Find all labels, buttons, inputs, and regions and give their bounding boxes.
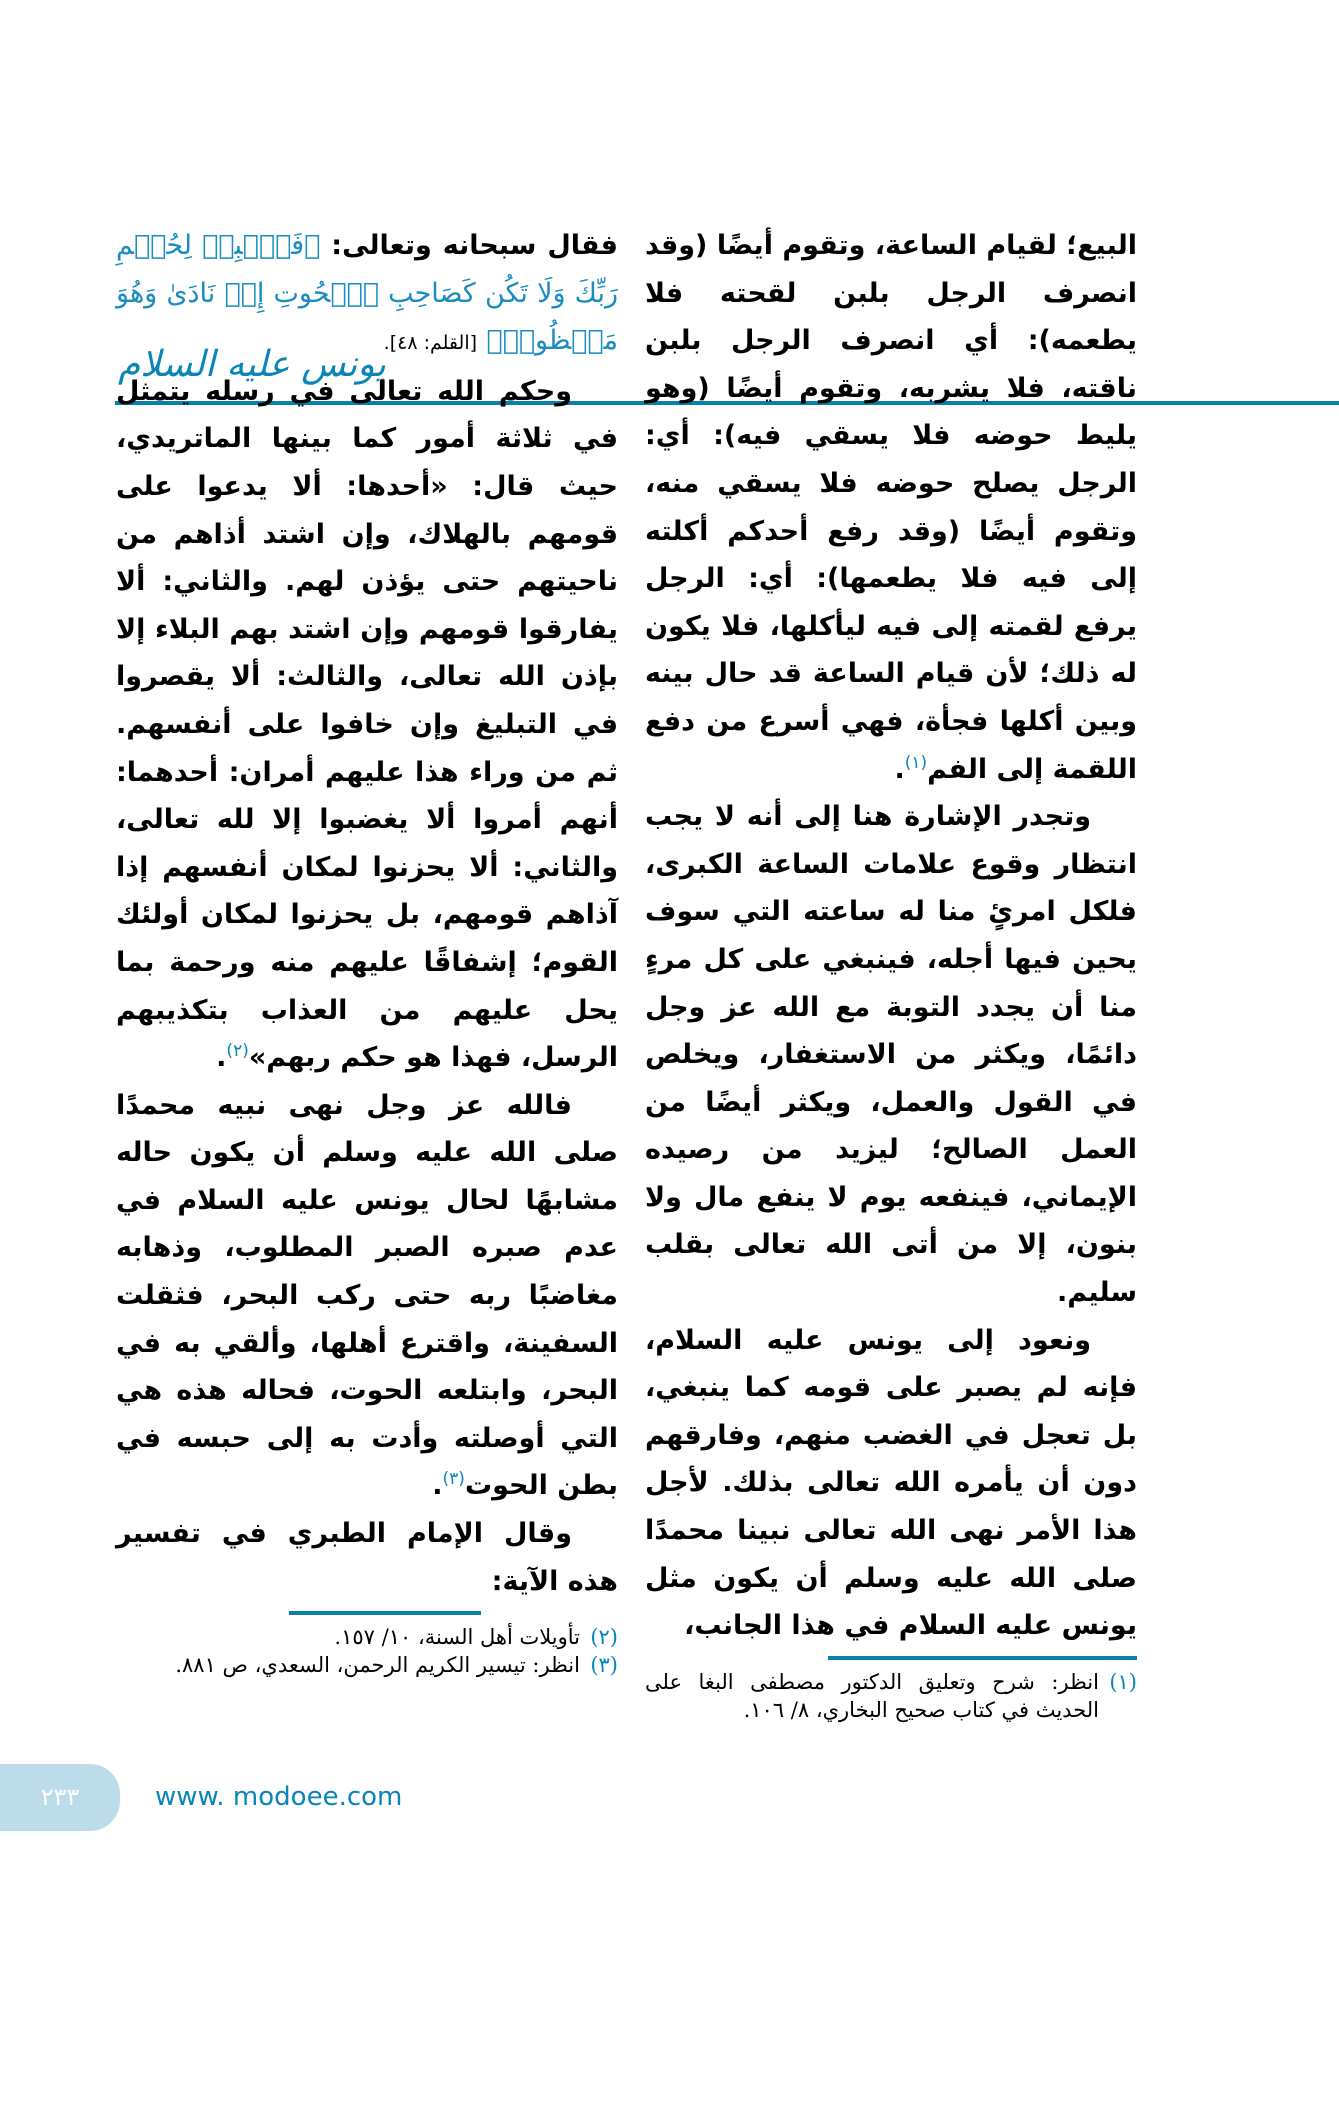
paragraph-text: وحكم الله تعالى في رسله يتمثل في ثلاثة أمور كما بينها الماتريدي، حيث قال: «أحدها: ألا يدعوا على قومهم بالهلاك، وإن اشتد أذاهم من ناحيتهم حتى يؤذن لهم. والثاني: ألا يفارقوا قومهم وإن اشتد بهم البلاء إلا بإذن الله تعالى، والثالث: ألا يقصروا في التبليغ وإن خافوا على أنفسهم. ثم من وراء هذا عليهم أمران: أحدهما: أنهم أمروا ألا يغضبوا إلا لله تعالى، والثاني: ألا يحزنوا لمكان أنفسهم إذا آذاهم قومهم، بل يحزنوا لمكان أولئك القوم؛ إشفاقًا عليهم منه ورحمة بما يحل عليهم من العذاب بتكذيبهم الرسل، فهذا هو حكم ربهم» [116, 375, 618, 1074]
footnote-number: (١) [1109, 1669, 1137, 1694]
paragraph [645, 222, 1137, 793]
footnote-text: انظر: تيسير الكريم الرحمن، السعدي، ص ٨٨١. [175, 1653, 580, 1678]
paragraph-text: ونعود إلى يونس عليه السلام، فإنه لم يصبر على قومه كما ينبغي، بل تعجل في الغضب منهم، وفارقهم دون أن يأمره الله تعالى بذلك. لأجل هذا الأمر نهى الله تعالى نبينا محمدًا صلى الله عليه وسلم أن يكون مثل يونس عليه السلام في هذا الجانب، [645, 1324, 1137, 1642]
footnote-number: (٢) [590, 1625, 618, 1650]
paragraph-text: فالله عز وجل نهى نبيه محمدًا صلى الله عليه وسلم أن يكون حاله مشابهًا لحال يونس عليه السلام في عدم صبره الصبر المطلوب، وذهابه مغاضبًا ربه حتى ركب البحر، فثقلت السفينة، واقترع أهلها، وألقي به في البحر، وابتلعه الحوت، فحاله هذه هي التي أوصلته وأدت به إلى حبسه في بطن الحوت [116, 1089, 618, 1502]
left-column-wrapper [116, 222, 618, 1679]
quran-verse: ﴿فَٱصۡبِرۡ لِحُكۡمِ رَبِّكَ وَلَا تَكُن كَصَاحِبِ ٱلۡحُوتِ إِذۡ نَادَىٰ وَهُوَ مَكۡظُومٞ﴾ [116, 230, 618, 357]
left-column [116, 222, 618, 1605]
footnote-ref-1[interactable]: (١) [904, 752, 928, 773]
footnotes-left [116, 1623, 618, 1679]
footnote-number: (٣) [590, 1653, 618, 1678]
footnote [116, 1651, 618, 1679]
verse-reference: [القلم: ٤٨]. [383, 332, 478, 355]
running-head-title: يونس عليه السلام [118, 344, 386, 385]
footnote-text: تأويلات أهل السنة، ١٠/ ١٥٧. [334, 1625, 580, 1650]
footnote [116, 1623, 618, 1651]
footnote-ref-2[interactable]: (٢) [226, 1041, 249, 1062]
paragraph-end: . [216, 1042, 227, 1074]
paragraph [645, 1317, 1137, 1650]
paragraph-text: وتجدر الإشارة هنا إلى أنه لا يجب انتظار وقوع علامات الساعة الكبرى، فلكل امرئٍ منا له ساعته التي سوف يحين فيها أجله، فينبغي على كل مرءٍ منا أن يجدد التوبة مع الله عز وجل دائمًا، ويكثر من الاستغفار، ويخلص في القول والعمل، ويكثر أيضًا من العمل الصالح؛ ليزيد من رصيده الإيماني، فينفعه يوم لا ينفع مال ولا بنون، إلا من أتى الله تعالى بقلب سليم. [645, 801, 1137, 1309]
footnote-divider [289, 1611, 481, 1615]
page-number: ٢٣٣ [0, 1764, 120, 1831]
page-footer [0, 1764, 1339, 1831]
paragraph [116, 368, 618, 1082]
paragraph [116, 1082, 618, 1510]
paragraph [116, 1510, 618, 1605]
footnote-divider [828, 1656, 1137, 1660]
footnote-text: انظر: شرح وتعليق الدكتور مصطفى البغا على الحديث في كتاب صحيح البخاري، ٨/ ١٠٦. [645, 1669, 1099, 1722]
right-column [645, 222, 1137, 1650]
footnote-ref-3[interactable]: (٣) [442, 1469, 465, 1490]
footnote [645, 1668, 1137, 1724]
right-column-wrapper [645, 222, 1137, 1724]
footnotes-right [645, 1668, 1137, 1724]
website-link[interactable]: www. modoee.com [155, 1781, 403, 1812]
paragraph-text: البيع؛ لقيام الساعة، وتقوم أيضًا (وقد انصرف الرجل بلبن لقحته فلا يطعمه): أي انصرف الرجل بلبن ناقته، فلا يشربه، وتقوم أيضًا (وهو يليط حوضه فلا يسقي فيه): أي: الرجل يصلح حوضه فلا يسقي منه، وتقوم أيضًا (وقد رفع أحدكم أكلته إلى فيه فلا يطعمها): أي: الرجل يرفع لقمته إلى فيه ليأكلها، فلا يكون له ذلك؛ لأن قيام الساعة قد حال بينه وبين أكلها فجأة، فهي أسرع من دفع اللقمة إلى الفم [645, 230, 1137, 785]
paragraph-end: . [432, 1470, 443, 1502]
paragraph-end: . [894, 753, 905, 785]
paragraph-text: فقال سبحانه وتعالى: [320, 230, 618, 261]
paragraph-text: وقال الإمام الطبري في تفسير هذه الآية: [116, 1518, 618, 1597]
paragraph [645, 793, 1137, 1317]
two-column-body [116, 222, 1137, 1724]
quran-paragraph [116, 222, 618, 368]
